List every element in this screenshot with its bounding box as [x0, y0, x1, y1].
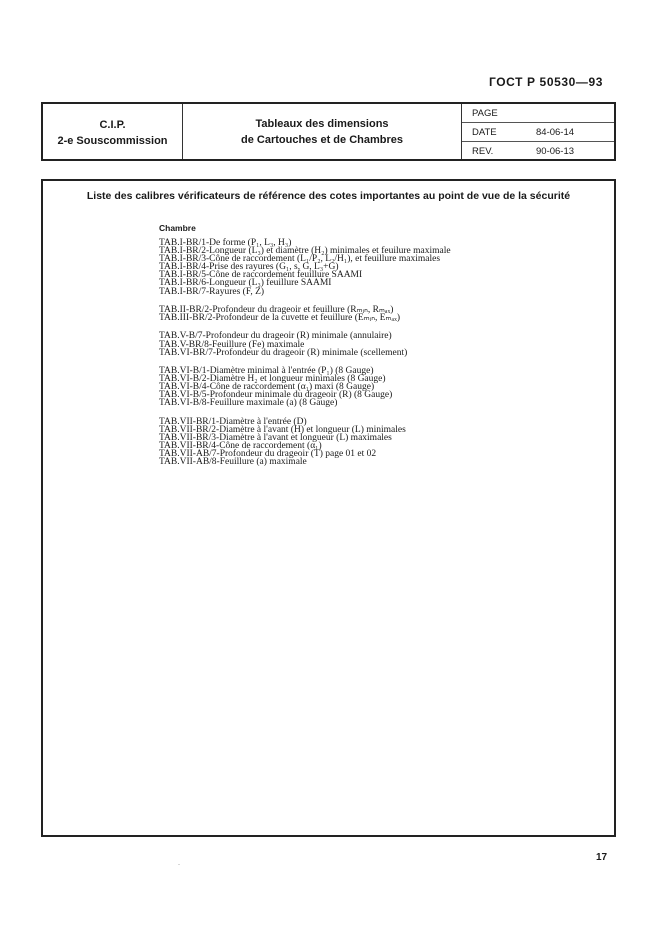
list-item: TAB.V-B/7-Profondeur du drageoir (R) minimale (annulaire)	[159, 331, 392, 342]
header-date-row	[462, 123, 614, 142]
list-item: TAB.VI-B/5-Profondeur minimale du drageoir (R) (8 Gauge)	[159, 390, 393, 401]
content-title: Liste des calibres vérificateurs de référence des cotes importantes au point de vue de la sécurité	[86, 190, 571, 202]
footer-mark: .	[178, 858, 180, 867]
date-label: DATE	[472, 127, 497, 138]
list-item: TAB.VII-BR/4-Cône de raccordement (α₁)	[159, 441, 322, 452]
list-item: TAB.VII-BR/3-Diamètre à l'avant et longueur (L) maximales	[159, 432, 392, 443]
section-heading: Chambre	[159, 223, 196, 233]
header-org-cell	[43, 104, 183, 159]
rev-label: REV.	[472, 146, 494, 157]
list-item: TAB.I-BR/3-Cône de raccordement (L₁/P₂, L₂/H₁), et feuillure maximales	[159, 254, 441, 265]
list-item: TAB.III-BR/2-Profondeur de la cuvette et feuillure (Eₘᵢₙ, Eₘₐₓ)	[159, 313, 400, 324]
list-item: TAB.I-BR/2-Longueur (L₃) et diamètre (H₂) minimales et feuilure maximale	[159, 246, 451, 257]
gauge-list	[159, 239, 451, 466]
list-item: TAB.VI-BR/7-Profondeur du drageoir (R) minimale (scellement)	[159, 347, 408, 358]
header-meta-cell	[462, 104, 614, 159]
list-item: TAB.I-BR/5-Cône de raccordement feuillure SAAMI	[159, 270, 363, 281]
standard-number: ГОСТ Р 50530—93	[489, 75, 604, 89]
page-number: 17	[596, 852, 608, 863]
date-value: 84-06-14	[536, 127, 575, 138]
page-label: PAGE	[472, 108, 498, 119]
list-item: TAB.VI-B/2-Diamètre H₂ et longueur minimales (8 Gauge)	[159, 374, 386, 385]
header-title-line2: de Cartouches et de Chambres	[241, 134, 403, 146]
header-table	[41, 102, 616, 161]
list-item: TAB.I-BR/4-Prise des rayures (G₁, s, G, L₃+G)	[159, 262, 339, 273]
list-item: TAB.V-BR/8-Feuillure (Fe) maximale	[159, 339, 305, 350]
rev-value: 90-06-13	[536, 146, 575, 157]
list-item: TAB.I-BR/7-Rayures (F, Z)	[159, 286, 265, 297]
list-item: TAB.I-BR/6-Longueur (L₃) feuillure SAAMI	[159, 278, 332, 289]
list-item: TAB.VI-B/4-Cône de raccordement (α₁) maxi (8 Gauge)	[159, 382, 375, 393]
list-item: TAB.VI-B/8-Feuillure maximale (a) (8 Gauge)	[159, 398, 338, 409]
header-rev-row	[462, 142, 614, 160]
list-item: TAB.VII-AB/8-Feuillure (a) maximale	[159, 457, 307, 468]
list-item: TAB.VII-BR/2-Diamètre à l'avant (H) et longueur (L) minimales	[159, 424, 406, 435]
list-item: TAB.II-BR/2-Profondeur du drageoir et feuillure (Rₘᵢₙ, Rₘₐₓ)	[159, 304, 394, 315]
list-item: TAB.VII-BR/1-Diamètre à l'entrée (D)	[159, 416, 307, 427]
header-page-row	[462, 104, 614, 123]
header-title-cell	[183, 104, 462, 159]
header-title-line1: Tableaux des dimensions	[255, 118, 389, 130]
list-item: TAB.VI-B/1-Diamètre minimal à l'entrée (P₁) (8 Gauge)	[159, 366, 374, 377]
header-org: C.I.P.	[99, 119, 126, 131]
header-subcommission: 2-e Souscommission	[57, 135, 168, 147]
content-frame	[41, 179, 616, 837]
list-item: TAB.I-BR/1-De forme (P₁, L₃, H₃)	[159, 238, 292, 248]
list-item: TAB.VII-AB/7-Profondeur du drageoir (T) page 01 et 02	[159, 449, 377, 460]
